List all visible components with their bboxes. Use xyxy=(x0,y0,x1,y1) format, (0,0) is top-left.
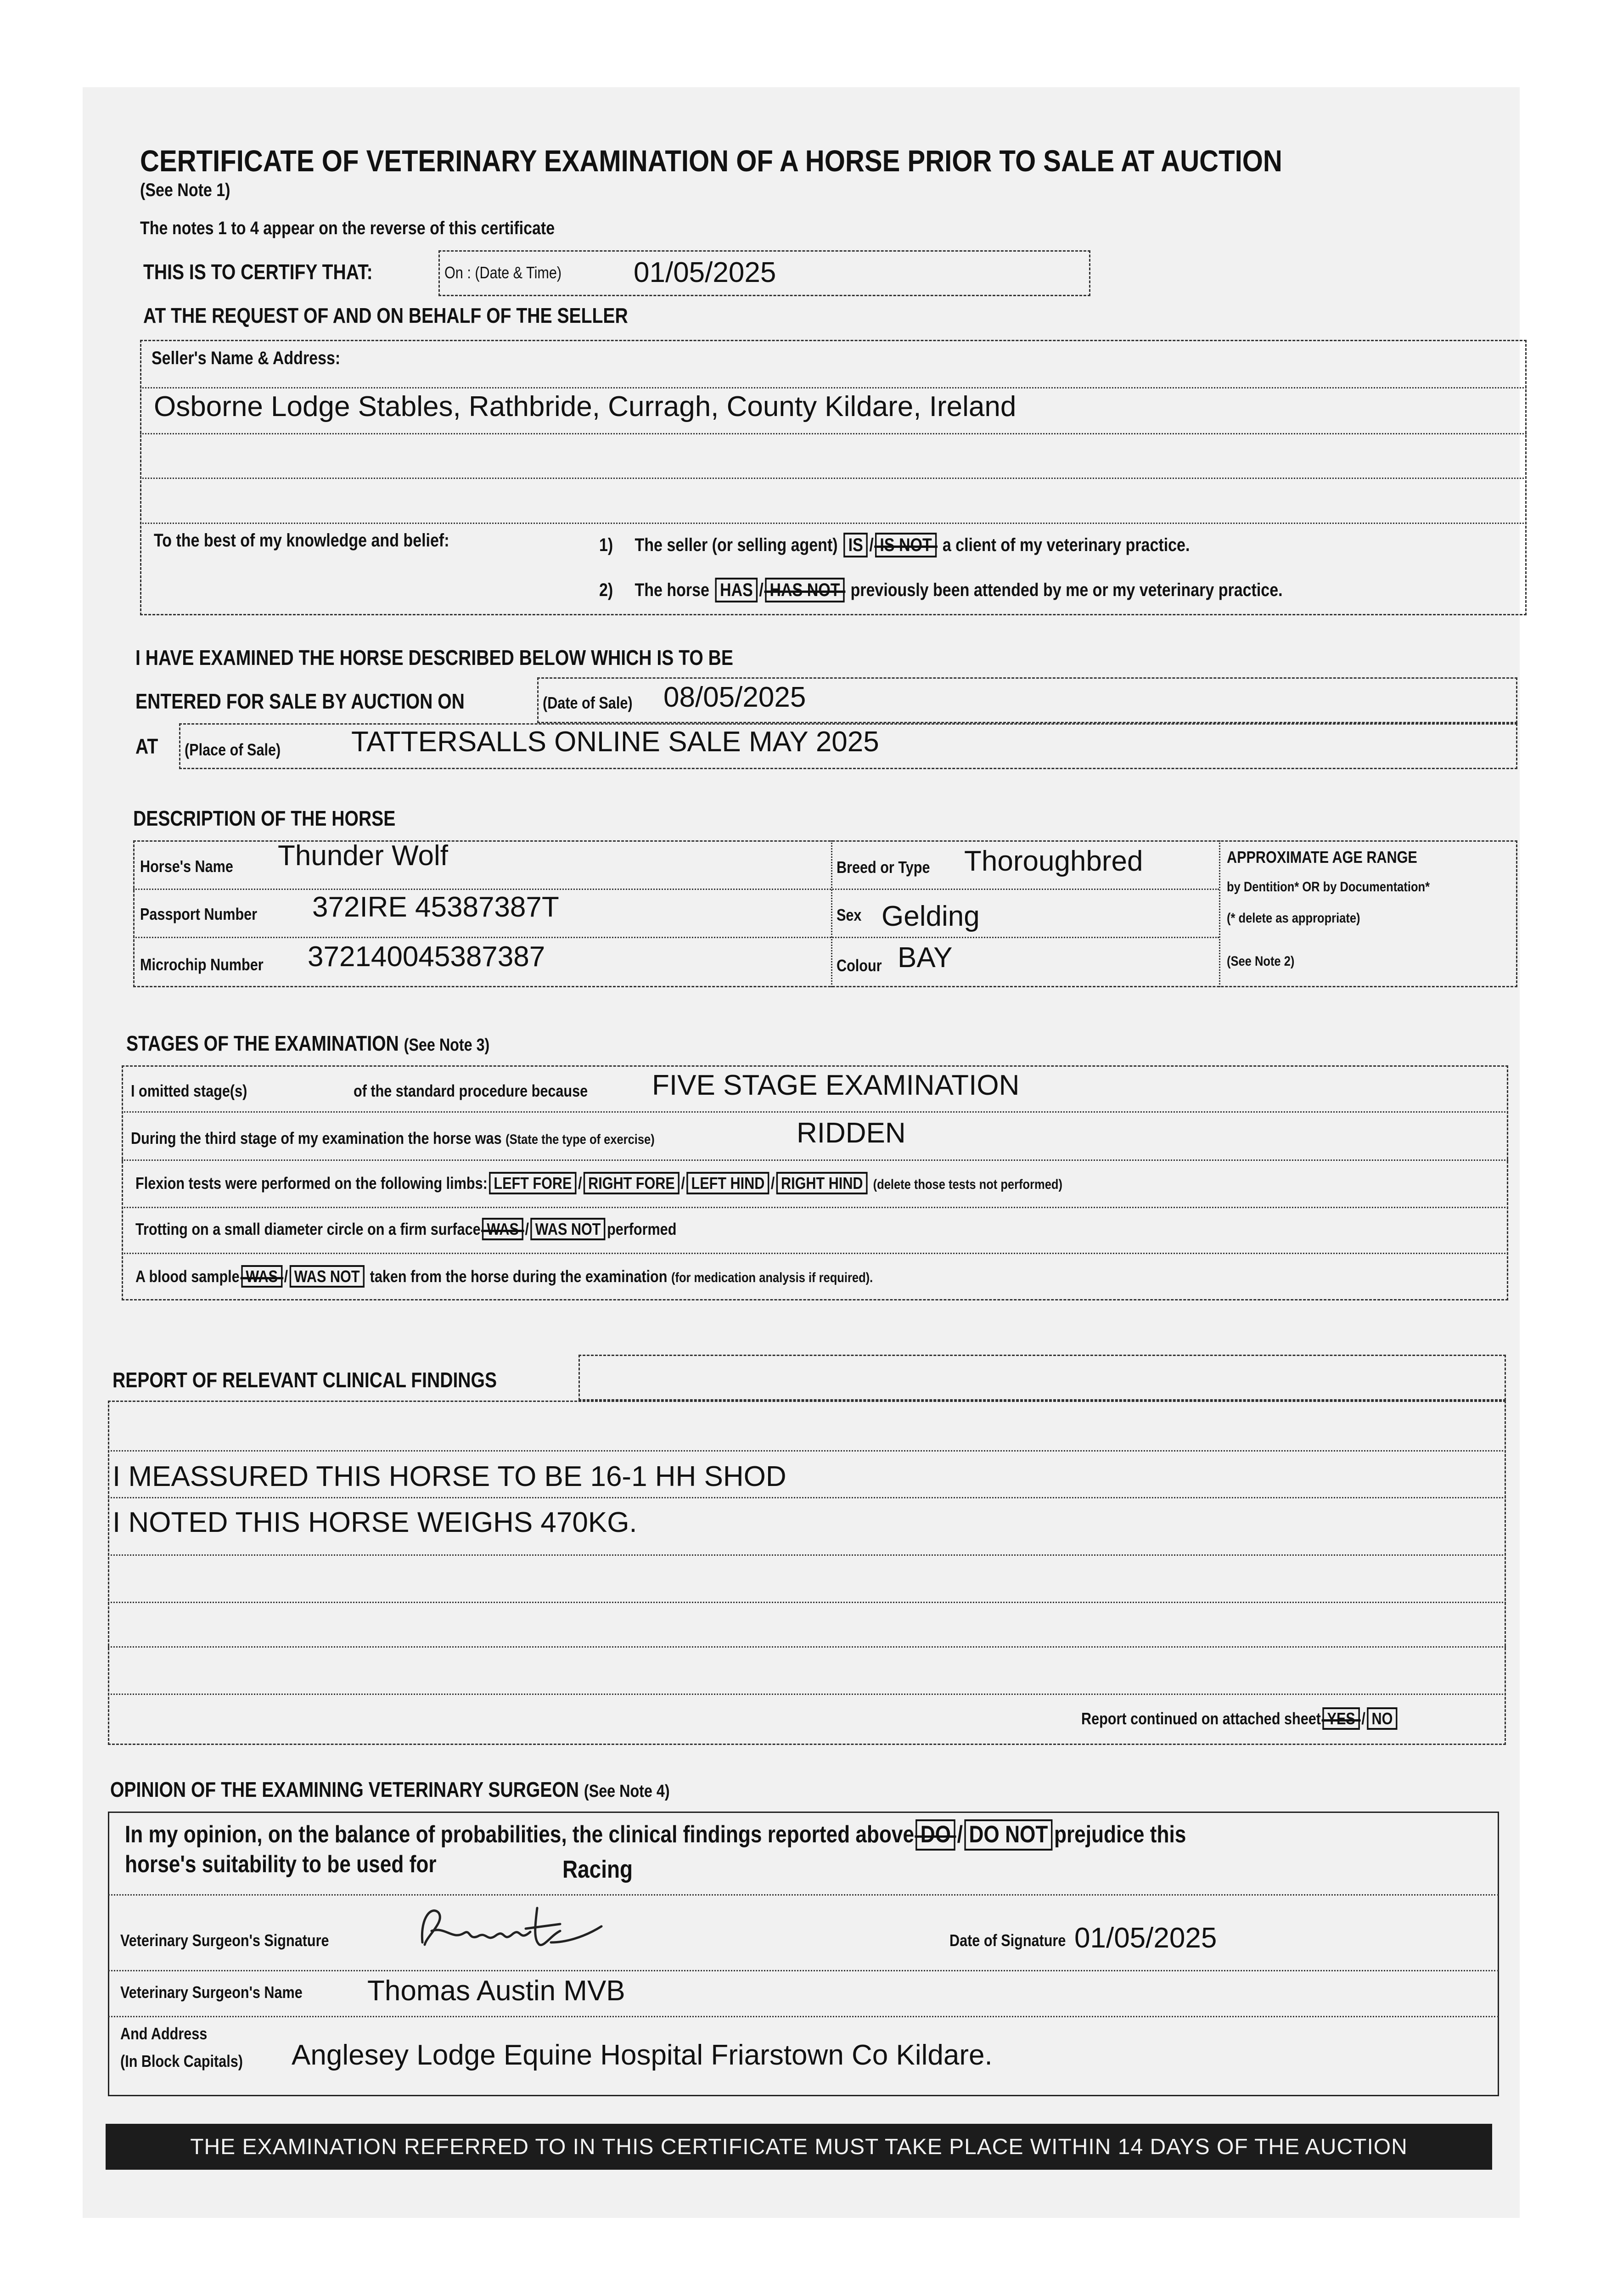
sale-heading-2: ENTERED FOR SALE BY AUCTION ON xyxy=(135,689,465,713)
omitted-value: FIVE STAGE EXAMINATION xyxy=(652,1069,1020,1101)
colour-label: Colour xyxy=(837,956,882,975)
notes-line: The notes 1 to 4 appear on the reverse of this certificate xyxy=(140,218,555,238)
trot-row: Trotting on a small diameter circle on a firm surface WAS / WAS NOT performed xyxy=(135,1218,772,1240)
sale-heading-1: I HAVE EXAMINED THE HORSE DESCRIBED BELOW WHICH IS TO BE xyxy=(135,646,733,670)
trot-was-not: WAS NOT xyxy=(530,1218,605,1240)
third-stage-value: RIDDEN xyxy=(797,1117,906,1149)
seller-address: Osborne Lodge Stables, Rathbride, Curragh, County Kildare, Ireland xyxy=(154,391,1016,422)
opinion-do-not: DO NOT xyxy=(964,1819,1052,1851)
option-has: HAS xyxy=(715,578,758,602)
passport-value: 372IRE 45387387T xyxy=(312,891,559,923)
omitted-mid: of the standard procedure because xyxy=(354,1081,588,1100)
flexion-right-hind: RIGHT HIND xyxy=(776,1172,868,1194)
date-signature-label: Date of Signature xyxy=(949,1931,1066,1950)
certificate-title: CERTIFICATE OF VETERINARY EXAMINATION OF A HORSE PRIOR TO SALE AT AUCTION xyxy=(140,144,1282,178)
report-line-2: I NOTED THIS HORSE WEIGHS 470KG. xyxy=(112,1507,637,1538)
report-first-line-box xyxy=(578,1355,1506,1401)
blood-row: A blood sample WAS / WAS NOT taken from the horse during the examination (for medication analysis if required). xyxy=(135,1265,1003,1288)
report-heading: REPORT OF RELEVANT CLINICAL FINDINGS xyxy=(112,1368,497,1392)
report-continued: Report continued on attached sheet YES / NO xyxy=(1081,1707,1455,1730)
seller-label: Seller's Name & Address: xyxy=(152,348,341,368)
sex-label: Sex xyxy=(837,906,862,924)
vet-address-value: Anglesey Lodge Equine Hospital Friarstown Co Kildare. xyxy=(292,2039,993,2071)
sale-place-value: TATTERSALLS ONLINE SALE MAY 2025 xyxy=(351,726,879,758)
option-has-not: HAS NOT xyxy=(765,578,844,602)
flexion-right-fore: RIGHT FORE xyxy=(584,1172,680,1194)
continued-no: NO xyxy=(1367,1707,1397,1730)
sale-at-label: AT xyxy=(135,734,158,758)
opinion-text: In my opinion, on the balance of probabilities, the clinical findings reported above DO / DO NOT prejudice this xyxy=(125,1819,1373,1851)
signature-label: Veterinary Surgeon's Signature xyxy=(120,1931,329,1950)
microchip-label: Microchip Number xyxy=(140,955,264,974)
flexion-left-hind: LEFT HIND xyxy=(686,1172,769,1194)
report-line-1: I MEASSURED THIS HORSE TO BE 16-1 HH SHOD xyxy=(112,1461,786,1492)
certify-date-label: On : (Date & Time) xyxy=(444,263,562,282)
vet-name-value: Thomas Austin MVB xyxy=(367,1975,625,2007)
breed-label: Breed or Type xyxy=(837,858,930,877)
passport-label: Passport Number xyxy=(140,905,258,923)
third-stage-label: During the third stage of my examination the horse was (State the type of exercise) xyxy=(131,1129,655,1148)
knowledge-item2: 2) The horse HAS / HAS NOT previously been attended by me or my veterinary practice. xyxy=(599,578,1403,602)
blood-was-not: WAS NOT xyxy=(290,1265,365,1288)
description-heading: DESCRIPTION OF THE HORSE xyxy=(133,806,396,830)
signature-image xyxy=(413,1899,620,1958)
certify-date-value: 01/05/2025 xyxy=(634,257,776,288)
trot-was: WAS xyxy=(482,1218,523,1240)
certify-label: THIS IS TO CERTIFY THAT: xyxy=(143,260,373,284)
blood-was: WAS xyxy=(241,1265,282,1288)
breed-value: Thoroughbred xyxy=(964,845,1143,877)
age-method: by Dentition* OR by Documentation* xyxy=(1227,879,1430,895)
colour-value: BAY xyxy=(898,942,953,974)
vet-address-label: And Address xyxy=(120,2024,208,2043)
opinion-text-2: horse's suitability to be used for xyxy=(125,1851,437,1878)
horse-name-label: Horse's Name xyxy=(140,857,233,876)
flexion-row: Flexion tests were performed on the following limbs: LEFT FORE / RIGHT FORE / LEFT HIND / RIGHT HIND (delete those tests not performed) xyxy=(135,1172,1226,1194)
omitted-label: I omitted stage(s) xyxy=(131,1081,247,1100)
request-line: AT THE REQUEST OF AND ON BEHALF OF THE SELLER xyxy=(143,304,628,327)
knowledge-label: To the best of my knowledge and belief: xyxy=(154,530,449,551)
stages-heading: STAGES OF THE EXAMINATION (See Note 3) xyxy=(126,1031,490,1055)
date-signature-value: 01/05/2025 xyxy=(1074,1922,1217,1954)
continued-yes: YES xyxy=(1322,1707,1360,1730)
option-is-not: IS NOT xyxy=(875,533,937,557)
title-note: (See Note 1) xyxy=(140,180,230,200)
opinion-use-value: Racing xyxy=(562,1856,633,1883)
sale-date-label: (Date of Sale) xyxy=(543,693,633,712)
sex-value: Gelding xyxy=(882,900,980,932)
vet-address-label-2: (In Block Capitals) xyxy=(120,2052,243,2071)
footer-banner: THE EXAMINATION REFERRED TO IN THIS CERTIFICATE MUST TAKE PLACE WITHIN 14 DAYS OF THE AUCTION xyxy=(106,2124,1492,2170)
age-delete-note: (* delete as appropriate) xyxy=(1227,911,1360,926)
sale-place-label: (Place of Sale) xyxy=(185,740,281,759)
horse-name-value: Thunder Wolf xyxy=(278,840,449,872)
opinion-heading: OPINION OF THE EXAMINING VETERINARY SURGEON (See Note 4) xyxy=(110,1778,670,1801)
knowledge-item1: 1) The seller (or selling agent) IS / IS NOT a client of my veterinary practice. xyxy=(599,533,1294,557)
flexion-left-fore: LEFT FORE xyxy=(489,1172,576,1194)
opinion-do: DO xyxy=(915,1819,955,1851)
age-heading: APPROXIMATE AGE RANGE xyxy=(1227,848,1417,867)
age-see-note: (See Note 2) xyxy=(1227,954,1295,969)
vet-name-label: Veterinary Surgeon's Name xyxy=(120,1983,303,2002)
option-is: IS xyxy=(843,533,868,557)
sale-date-value: 08/05/2025 xyxy=(663,681,806,713)
microchip-value: 372140045387387 xyxy=(308,941,545,973)
